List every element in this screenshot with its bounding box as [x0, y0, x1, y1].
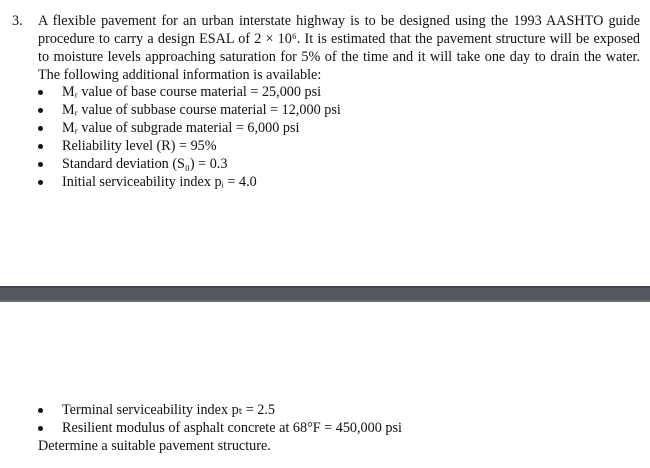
bullet-icon [38, 162, 43, 167]
list-item-label: Initial serviceability index pᵢ = 4.0 [62, 174, 257, 190]
bullet-icon [38, 426, 43, 431]
problem-text: A flexible pavement for an urban interstate highway is to be designed using the 1993 AASHTO guide procedure to carry a design ESAL of 2 × 10⁶. It is estimated that the pavement structure will be exposed to moisture levels approaching saturation for 5% of the time and it will take one day to drain the water. The following additional information is available: [38, 13, 640, 83]
list-item [38, 137, 618, 155]
list-item [38, 155, 618, 173]
bullet-icon [38, 180, 43, 185]
list-item-label: Resilient modulus of asphalt concrete at 68°F = 450,000 psi [62, 420, 402, 436]
list-item-label: Mᵣ value of subgrade material = 6,000 psi [62, 120, 300, 136]
bullet-icon [38, 408, 43, 413]
list-item [38, 83, 618, 101]
list-item [38, 173, 618, 191]
list-item [38, 401, 618, 419]
final-instruction: Determine a suitable pavement structure. [38, 438, 271, 454]
problem-number: 3. [12, 13, 23, 29]
list-item-label: Standard deviation (S₀) = 0.3 [62, 156, 228, 172]
bullet-icon [38, 126, 43, 131]
given-data-list [38, 83, 618, 191]
list-item [38, 119, 618, 137]
list-item [38, 101, 618, 119]
page-separator-bar [0, 286, 650, 302]
bullet-icon [38, 90, 43, 95]
bullet-icon [38, 144, 43, 149]
list-item-label: Mᵣ value of base course material = 25,000 psi [62, 84, 322, 100]
list-item [38, 419, 618, 437]
list-item-label: Mᵣ value of subbase course material = 12,000 psi [62, 102, 341, 118]
list-item-label: Terminal serviceability index pₜ = 2.5 [62, 402, 276, 418]
bullet-icon [38, 108, 43, 113]
additional-data-list [38, 401, 618, 437]
list-item-label: Reliability level (R) = 95% [62, 138, 217, 154]
